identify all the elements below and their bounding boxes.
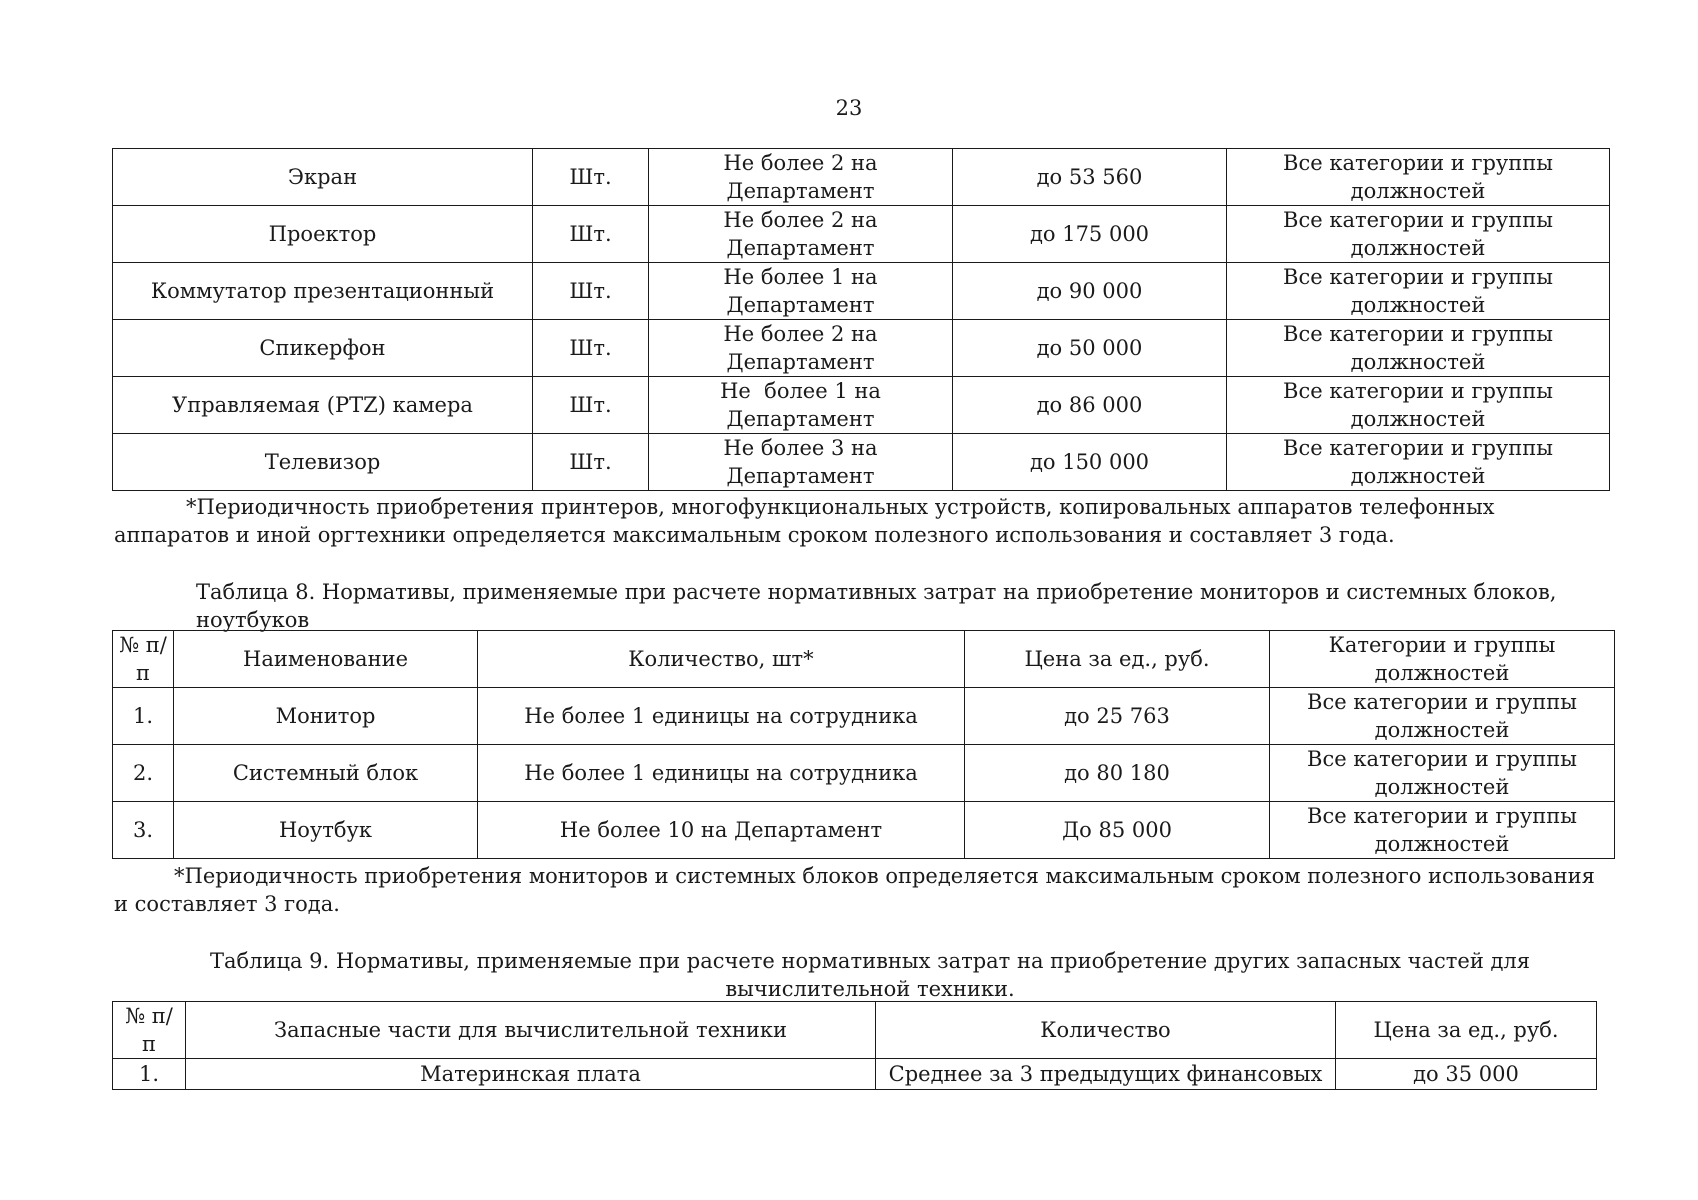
item-name-cell: Коммутатор презентационный (113, 263, 533, 320)
header-cell: Наименование (174, 631, 478, 688)
item-name-cell: Экран (113, 149, 533, 206)
price-cell: до 25 763 (965, 688, 1270, 745)
price-cell: до 175 000 (953, 206, 1227, 263)
table-header-row (113, 1002, 1597, 1059)
item-name-cell: Спикерфон (113, 320, 533, 377)
price-cell: До 85 000 (965, 802, 1270, 859)
quantity-cell: Не более 2 на Департамент (649, 149, 953, 206)
category-cell: Все категории и группы должностей (1270, 745, 1615, 802)
quantity-cell: Не более 2 на Департамент (649, 320, 953, 377)
header-cell: № п/п (113, 631, 174, 688)
spare-parts-table (112, 1001, 1597, 1090)
unit-cell: Шт. (533, 149, 649, 206)
table-row (113, 320, 1610, 377)
quantity-cell: Не более 1 на Департамент (649, 263, 953, 320)
unit-cell: Шт. (533, 434, 649, 491)
row-number-cell: 3. (113, 802, 174, 859)
table9-caption: Таблица 9. Нормативы, применяемые при расчете нормативных затрат на приобретение других запасных частей для вычислительной техники. (209, 949, 1531, 1001)
table-row (113, 206, 1610, 263)
category-cell: Все категории и группы должностей (1227, 149, 1610, 206)
table-row (113, 802, 1615, 859)
table8-caption: Таблица 8. Нормативы, применяемые при расчете нормативных затрат на приобретение мониторов и системных блоков, ноутбуков (196, 580, 1557, 632)
price-cell: до 80 180 (965, 745, 1270, 802)
header-cell: Цена за ед., руб. (965, 631, 1270, 688)
table-row (113, 1059, 1597, 1090)
unit-cell: Шт. (533, 377, 649, 434)
quantity-cell: Не более 1 единицы на сотрудника (478, 745, 965, 802)
category-cell: Все категории и группы должностей (1270, 688, 1615, 745)
footnote-text: *Периодичность приобретения принтеров, многофункциональных устройств, копировальных аппаратов телефонных аппаратов и иной оргтехники определяется максимальным сроком полезного использования и составляет 3 года. (114, 495, 1495, 547)
header-cell: Запасные части для вычислительной техники (186, 1002, 876, 1059)
header-cell: Количество, шт* (478, 631, 965, 688)
header-cell: Количество (876, 1002, 1336, 1059)
category-cell: Все категории и группы должностей (1227, 206, 1610, 263)
category-cell: Все категории и группы должностей (1270, 802, 1615, 859)
item-name-cell: Материнская плата (186, 1059, 876, 1090)
price-cell: до 50 000 (953, 320, 1227, 377)
monitors-table (112, 630, 1615, 859)
category-cell: Все категории и группы должностей (1227, 434, 1610, 491)
item-name-cell: Системный блок (174, 745, 478, 802)
table-row (113, 745, 1615, 802)
quantity-cell: Не более 2 на Департамент (649, 206, 953, 263)
page-number: 23 (835, 96, 863, 120)
item-name-cell: Ноутбук (174, 802, 478, 859)
row-number-cell: 2. (113, 745, 174, 802)
table-header-row (113, 631, 1615, 688)
footnote-monitors (114, 862, 1604, 918)
item-name-cell: Телевизор (113, 434, 533, 491)
table-row (113, 149, 1610, 206)
item-name-cell: Управляемая (PTZ) камера (113, 377, 533, 434)
price-cell: до 53 560 (953, 149, 1227, 206)
item-name-cell: Проектор (113, 206, 533, 263)
header-cell: № п/п (113, 1002, 186, 1059)
price-cell: до 90 000 (953, 263, 1227, 320)
table-row (113, 434, 1610, 491)
table-row (113, 377, 1610, 434)
unit-cell: Шт. (533, 263, 649, 320)
item-name-cell: Монитор (174, 688, 478, 745)
category-cell: Все категории и группы должностей (1227, 263, 1610, 320)
price-cell: до 86 000 (953, 377, 1227, 434)
footnote-text: *Периодичность приобретения мониторов и системных блоков определяется максимальным сроком полезного использования и составляет 3 года. (114, 864, 1595, 916)
equipment-table (112, 148, 1610, 491)
unit-cell: Шт. (533, 206, 649, 263)
price-cell: до 150 000 (953, 434, 1227, 491)
footnote-printers (114, 493, 1604, 549)
table-row (113, 688, 1615, 745)
price-cell: до 35 000 (1336, 1059, 1597, 1090)
header-cell: Категории и группы должностей (1270, 631, 1615, 688)
quantity-cell: Не более 3 на Департамент (649, 434, 953, 491)
quantity-cell: Среднее за 3 предыдущих финансовых (876, 1059, 1336, 1090)
quantity-cell: Не более 1 единицы на сотрудника (478, 688, 965, 745)
category-cell: Все категории и группы должностей (1227, 377, 1610, 434)
category-cell: Все категории и группы должностей (1227, 320, 1610, 377)
row-number-cell: 1. (113, 688, 174, 745)
table-row (113, 263, 1610, 320)
unit-cell: Шт. (533, 320, 649, 377)
quantity-cell: Не более 10 на Департамент (478, 802, 965, 859)
header-cell: Цена за ед., руб. (1336, 1002, 1597, 1059)
quantity-cell: Не более 1 на Департамент (649, 377, 953, 434)
row-number-cell: 1. (113, 1059, 186, 1090)
